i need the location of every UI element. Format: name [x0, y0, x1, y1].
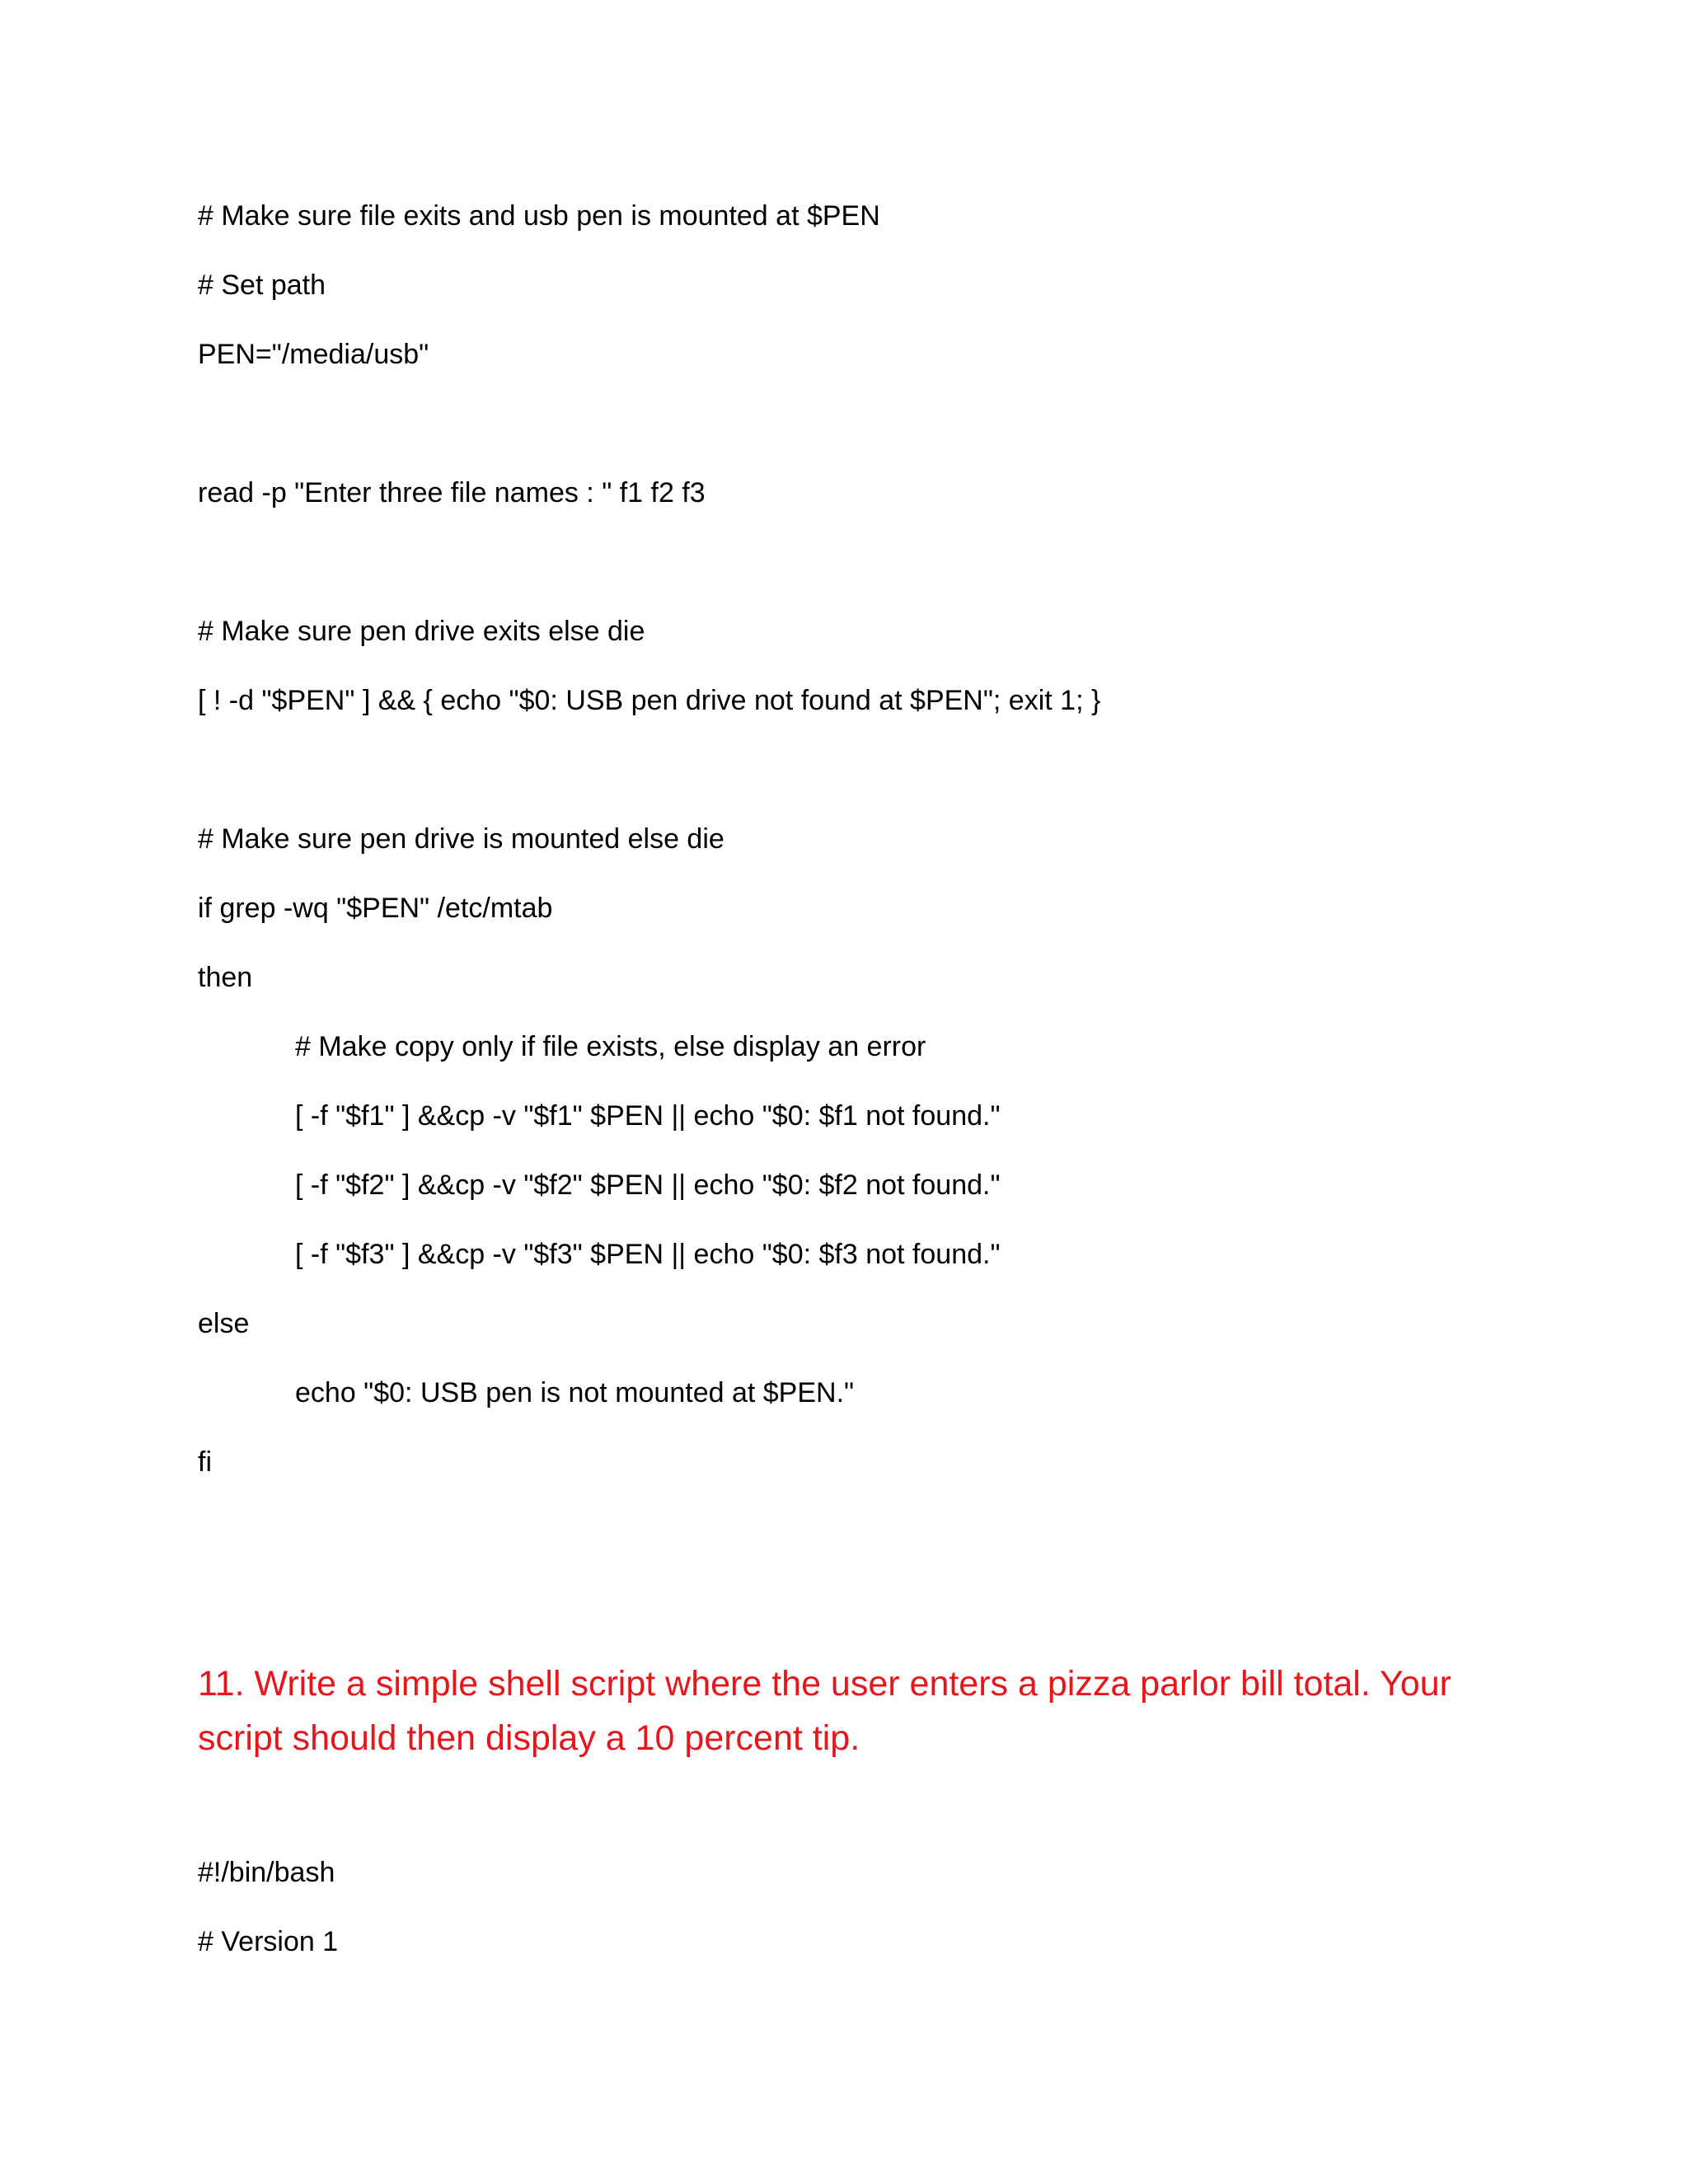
code-line-comment-set-path: # Set path [198, 269, 326, 301]
code-line-read: read -p "Enter three file names : " f1 f2 f3 [198, 477, 706, 509]
code-line-comment-make-sure: # Make sure file exits and usb pen is mounted at $PEN [198, 200, 880, 232]
code-line-copy-f3: [ -f "$f3" ] &&cp -v "$f3" $PEN || echo "$0: $f3 not found." [295, 1239, 1001, 1270]
code-line-if-grep: if grep -wq "$PEN" /etc/mtab [198, 893, 553, 924]
code-line-fi: fi [198, 1446, 212, 1478]
code-line-comment-mounted: # Make sure pen drive is mounted else die [198, 823, 724, 855]
code-line-comment-pen-exists: # Make sure pen drive exits else die [198, 616, 645, 647]
code-line-pen-assign: PEN="/media/usb" [198, 339, 429, 370]
question-11-heading: 11. Write a simple shell script where the user enters a pizza parlor bill total. Your script should then display a 10 percent tip. [198, 1664, 1451, 1758]
code-line-copy-f2: [ -f "$f2" ] &&cp -v "$f2" $PEN || echo "$0: $f2 not found." [295, 1169, 1001, 1201]
code-line-dir-test: [ ! -d "$PEN" ] && { echo "$0: USB pen drive not found at $PEN"; exit 1; } [198, 685, 1101, 716]
code-line-then: then [198, 962, 253, 993]
code-line-copy-f1: [ -f "$f1" ] &&cp -v "$f1" $PEN || echo "$0: $f1 not found." [295, 1100, 1001, 1132]
code-line-echo-not-mounted: echo "$0: USB pen is not mounted at $PEN." [295, 1377, 855, 1408]
code-line-else: else [198, 1308, 250, 1339]
code-line-shebang: #!/bin/bash [198, 1857, 335, 1888]
code-line-comment-copy: # Make copy only if file exists, else display an error [295, 1031, 926, 1062]
code-line-comment-version: # Version 1 [198, 1926, 339, 1957]
